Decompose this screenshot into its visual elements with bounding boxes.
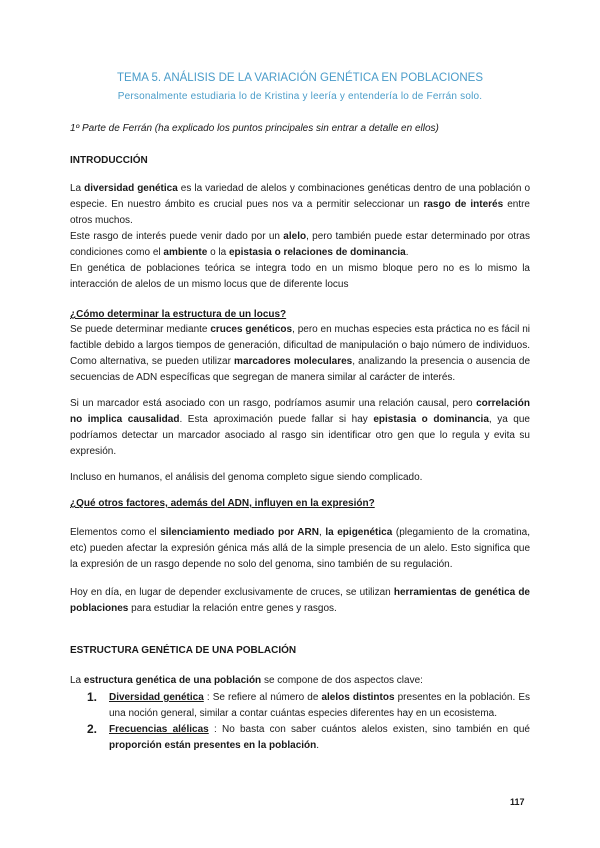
bold-term: la epigenética [325, 527, 393, 538]
text-run: , analizando la presencia o ausencia de secuencias de ADN específicas que segregan de manera similar al carácter de interés. [70, 356, 531, 383]
text-run: Este rasgo de interés puede venir dado por un [70, 231, 284, 242]
text-run: : No basta con saber cuántos alelos existen, sino también en qué [208, 724, 530, 735]
bold-term: epistasia o relaciones de dominancia [228, 247, 406, 258]
list-number: 2. [87, 722, 98, 736]
factors-question: ¿Qué otros factores, además del ADN, influyen en la expresión? [70, 498, 375, 509]
text-run: La [70, 183, 85, 194]
text-run: para estudiar la relación entre genes y rasgos. [128, 603, 337, 614]
bold-term: cruces genéticos [210, 324, 293, 335]
bold-term: alelo [283, 231, 307, 242]
text-run: , [318, 527, 326, 538]
text-run: se compone de dos aspectos clave: [261, 675, 423, 686]
text-run: . [316, 740, 320, 751]
document-subtitle: Personalmente estudiaria lo de Kristina y leería y entendería lo de Ferrán solo. [117, 91, 483, 102]
bold-term: proporción están presentes en la población [109, 740, 317, 751]
intro-paragraph-3 [70, 261, 530, 293]
text-run: , pero también puede estar determinado por otras condiciones como el [70, 231, 530, 258]
text-run: presentes en la población. Es una noción general, similar a contar cuántas especies diferentes hay en un ecosistema. [109, 692, 530, 719]
text-run: Si un marcador está asociado con un rasgo, podríamos asumir una relación causal, pero [70, 398, 477, 409]
part-note: 1º Parte de Ferrán (ha explicado los puntos principales sin entrar a detalle en ellos) [70, 123, 439, 134]
bold-term: estructura genética de una población [83, 675, 262, 686]
bold-term: ambiente [163, 247, 208, 258]
text-run: Elementos como el [70, 527, 161, 538]
text-run: La [70, 675, 84, 686]
text-run: (plegamiento de la cromatina, etc) pueden afectar la expresión génica más allá de la simple presencia de un alelo. Esto significa que la expresión de un rasgo depende no solo del genoma, sino también de su regulación. [70, 527, 531, 570]
locus-paragraph-1 [70, 322, 530, 386]
text-run: . [405, 247, 409, 258]
factors-paragraph-1 [70, 525, 530, 573]
page-number: 117 [510, 797, 525, 807]
factors-paragraph-2 [70, 585, 530, 617]
list-number: 1. [87, 690, 98, 704]
intro-paragraph-2 [70, 229, 530, 261]
text-run: es la variedad de alelos y combinaciones genéticas dentro de una población o especie. En nuestro ámbito es crucial pues nos va a permitir seleccionar un [70, 183, 531, 210]
text-run: , ya que podríamos detectar un marcador asociado al rasgo sin identificar otro gen que lo regula y evita su expresión. [70, 414, 530, 457]
bold-term: correlación no implica causalidad [70, 398, 530, 425]
list-item [87, 722, 530, 754]
text-run: Incluso en humanos, el análisis del genoma completo sigue siendo complicado. [70, 472, 423, 483]
bold-term: rasgo de interés [423, 199, 504, 210]
structure-list [87, 690, 530, 754]
text-run: o la [207, 247, 229, 258]
structure-heading: ESTRUCTURA GENÉTICA DE UNA POBLACIÓN [70, 645, 297, 656]
list-term: Frecuencias alélicas [109, 724, 209, 735]
locus-paragraph-2 [70, 396, 530, 460]
intro-heading: INTRODUCCIÓN [70, 155, 148, 166]
locus-paragraph-3 [70, 470, 530, 486]
locus-question: ¿Cómo determinar la estructura de un locus? [70, 309, 287, 320]
text-run: Hoy en día, en lugar de depender exclusivamente de cruces, se utilizan [70, 587, 394, 598]
text-run: . Esta aproximación puede fallar si hay [179, 414, 374, 425]
text-run: En genética de poblaciones teórica se integra todo en un mismo bloque pero no es lo mismo la interacción de alelos de un mismo locus que de diferente locus [70, 263, 530, 290]
text-run: Se puede determinar mediante [70, 324, 211, 335]
structure-paragraph-1 [70, 673, 530, 689]
bold-term: marcadores moleculares [234, 356, 353, 367]
text-run: , pero en muchas especies esta práctica no es fácil ni factible debido a largos tiempos de generación, dificultad de manipulación o bajo número de individuos. Como alternativa, se pueden utilizar [70, 324, 530, 367]
intro-paragraph-1 [70, 181, 530, 229]
list-item [87, 690, 530, 722]
list-term: Diversidad genética [109, 692, 204, 703]
bold-term: epistasia o dominancia [373, 414, 489, 425]
bold-term: diversidad genética [84, 183, 178, 194]
bold-term: herramientas de genética de poblaciones [70, 587, 530, 614]
text-run: entre otros muchos. [70, 199, 530, 226]
bold-term: alelos distintos [321, 692, 395, 703]
bold-term: silenciamiento mediado por ARN [160, 527, 319, 538]
text-run: : Se refiere al número de [203, 692, 322, 703]
document-title: TEMA 5. ANÁLISIS DE LA VARIACIÓN GENÉTICA EN POBLACIONES [117, 72, 483, 84]
